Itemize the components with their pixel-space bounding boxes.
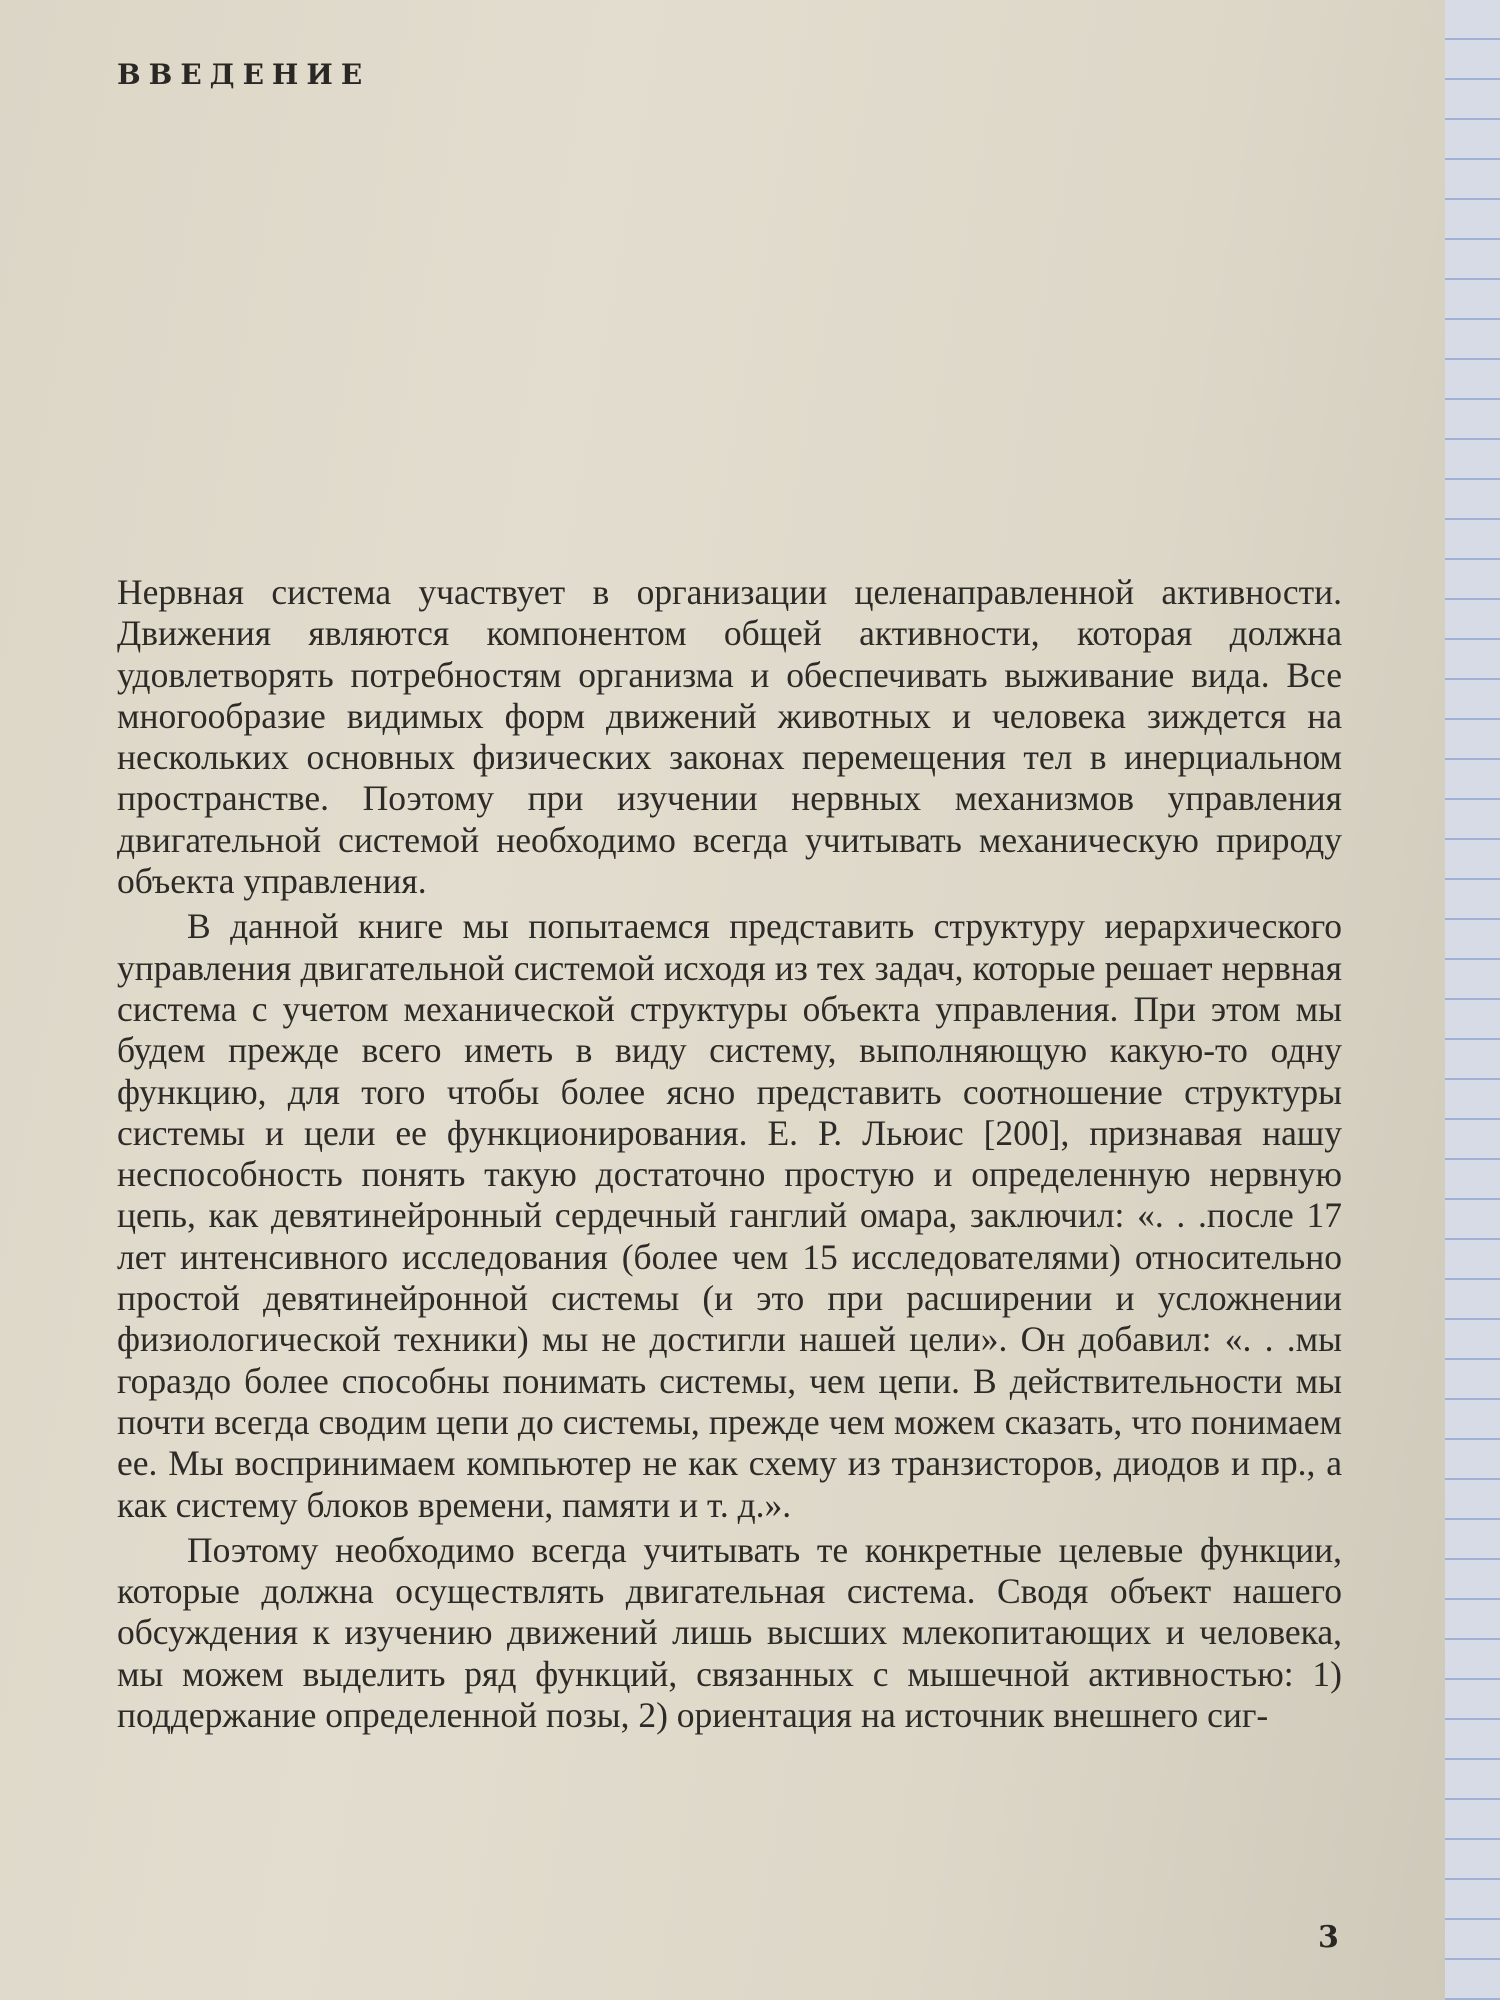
paragraph-3: Поэтому необходимо всегда учитывать те конкретные целевые функции, которые должна осуществлять двигательная система. Сводя объект нашего обсуждения к изучению движений лишь высших млекопитающих и человека, мы можем выделить ряд функций, связанных с мышечной активностью: 1) поддержание определенной позы, 2) ориентация на источник внешнего сиг- — [117, 1529, 1342, 1736]
paragraph-1: Нервная система участвует в организации целенаправленной активности. Движения являются компонентом общей активности, которая должна удовлетворять потребностям организма и обеспечивать выживание вида. Все многообразие видимых форм движений животных и человека зиждется на нескольких основных физических законах перемещения тел в инерциальном пространстве. Поэтому при изучении нервных механизмов управления двигательной системой необходимо всегда учитывать механическую природу объекта управления. — [117, 572, 1342, 902]
body-text — [117, 572, 1342, 1736]
page-number: 3 — [1318, 1920, 1339, 1955]
paragraph-2: В данной книге мы попытаемся представить структуру иерархического управления двигательной системой исходя из тех задач, которые решает нервная система с учетом механической структуры объекта управления. При этом мы будем прежде всего иметь в виду систему, выполняющую какую-то одну функцию, для того чтобы более ясно представить соотношение структуры системы и цели ее функционирования. Е. Р. Льюис [200], признавая нашу неспособность понять такую достаточно простую и определенную нервную цепь, как девятинейронный сердечный ганглий омара, заключил: «. . .после 17 лет интенсивного исследования (более чем 15 исследователями) относительно простой девятинейронной системы (и это при расширении и усложнении физиологической техники) мы не достигли нашей цели». Он добавил: «. . .мы гораздо более способны понимать системы, чем цепи. В действительности мы почти всегда сводим цепи до системы, прежде чем можем сказать, что понимаем ее. Мы воспринимаем компьютер не как схему из транзисторов, диодов и пр., а как систему блоков времени, памяти и т. д.». — [117, 906, 1342, 1525]
notebook-edge — [1445, 0, 1500, 2000]
chapter-heading: ВВЕДЕНИЕ — [117, 58, 371, 91]
